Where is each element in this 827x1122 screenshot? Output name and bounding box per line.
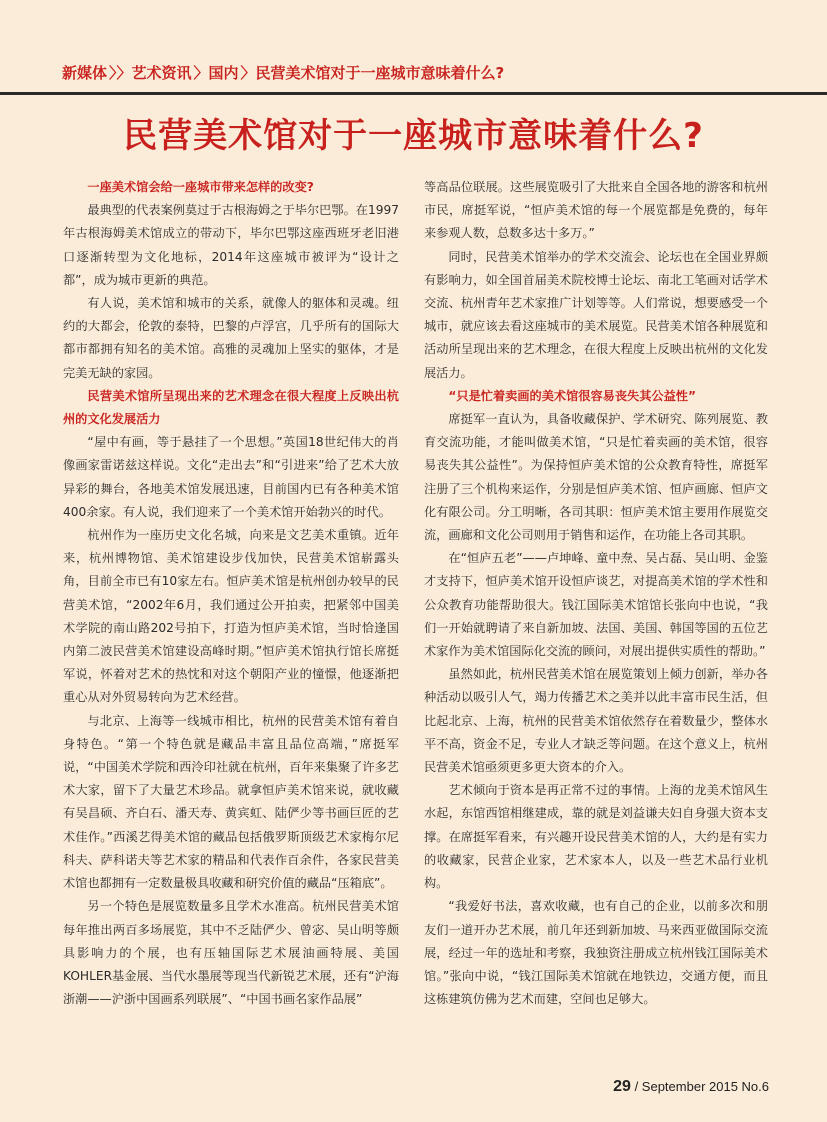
body-paragraph: 杭州作为一座历史文化名城，向来是文艺美术重镇。近年来，杭州博物馆、美术馆建设步伐加快，民营美术馆崭露头角，目前全市已有10家左右。恒庐美术馆是杭州创办较早的民营美术馆，“2002年6月，我们通过公开拍卖，把紧邻中国美术学院的南山路202号拍下，打造为恒庐美术馆，当时恰逢国内第二波民营美术馆建设高峰时期。”恒庐美术馆执行馆长席挺军说，怀着对艺术的热忱和对这个朝阳产业的憧憬，他逐渐把重心从对外贸易转向为艺术经营。: [63, 528, 399, 705]
body-paragraph: “我爱好书法，喜欢收藏，也有自己的企业，以前多次和朋友们一道开办艺术展，前几年还到新加坡、马来西亚做国际交流展，经过一年的选址和考察，我独资注册成立杭州钱江国际美术馆。”张向中说，“钱江国际美术馆就在地铁边，交通方便，而且这栋建筑仿佛为艺术而建，空间也足够大。: [424, 899, 768, 1007]
body-paragraph: “屋中有画，等于悬挂了一个思想。”英国18世纪伟大的肖像画家雷诺兹这样说。文化“走出去”和“引进来”给了艺术大放异彩的舞台，各地美术馆发展迅速，目前国内已有各种美术馆400余家。有人说，我们迎来了一个美术馆开始勃兴的时代。: [63, 435, 399, 519]
body-paragraph: 席挺军一直认为，具备收藏保护、学术研究、陈列展览、教育交流功能，才能叫做美术馆，“只是忙着卖画的美术馆，很容易丧失其公益性”。为保持恒庐美术馆的公众教育特性，席挺军注册了三个机构来运作，分别是恒庐美术馆、恒庐画廊、恒庐文化有限公司。分工明晰，各司其职：恒庐美术馆主要用作展览交流，画廊和文化公司则用于销售和运作，在功能上各司其职。: [424, 412, 768, 543]
page-footer: [613, 1078, 769, 1096]
left-column: [63, 176, 399, 1011]
page-number: 29: [613, 1078, 631, 1095]
breadcrumb-item-domestic[interactable]: 〉国内: [193, 64, 239, 82]
body-paragraph: 最典型的代表案例莫过于古根海姆之于毕尔巴鄂。在1997年古根海姆美术馆成立的带动下，毕尔巴鄂这座西班牙老旧港口逐渐转型为文化地标，2014年这座城市被评为“设计之都”，成为城市更新的典范。: [63, 203, 399, 287]
breadcrumb-item-new-media[interactable]: 新媒体: [62, 64, 108, 82]
body-paragraph: 艺术倾向于资本是再正常不过的事情。上海的龙美术馆风生水起，东馆西馆相继建成，靠的就是刘益谦夫妇自身强大资本支撑。在席挺军看来，有兴趣开设民营美术馆的人，大约是有实力的收藏家，民营企业家，艺术家本人，以及一些艺术品行业机构。: [424, 783, 768, 891]
issue-info: / September 2015 No.6: [634, 1079, 769, 1094]
header-rule: [0, 92, 827, 95]
body-paragraph: 等高品位联展。这些展览吸引了大批来自全国各地的游客和杭州市民，席挺军说，“恒庐美术馆的每一个展览都是免费的，每年来参观人数，总数多达十多万。”: [424, 180, 768, 241]
breadcrumb-item-art-news[interactable]: 〉〉艺术资讯: [109, 64, 192, 82]
body-paragraph: 虽然如此，杭州民营美术馆在展览策划上倾力创新，举办各种活动以吸引人气，竭力传播艺术之美并以此丰富市民生活，但比起北京、上海，杭州的民营美术馆依然存在着数量少，整体水平不高，资金不足，专业人才缺乏等问题。在这个意义上，杭州民营美术馆亟须更多更大资本的介入。: [424, 667, 768, 775]
breadcrumb-item-current: 〉民营美术馆对于一座城市意味着什么?: [240, 64, 505, 82]
body-paragraph: 与北京、上海等一线城市相比，杭州的民营美术馆有着自身特色。“第一个特色就是藏品丰富且品位高端，”席挺军说，“中国美术学院和西泠印社就在杭州，百年来集聚了许多艺术大家，留下了大量艺术珍品。就拿恒庐美术馆来说，就收藏有吴昌硕、齐白石、潘天寿、黄宾虹、陆俨少等书画巨匠的艺术佳作。”西溪艺得美术馆的藏品包括俄罗斯顶级艺术家梅尔尼科夫、萨科诺夫等艺术家的精品和代表作百余件，各家民营美术馆也都拥有一定数量极具收藏和研究价值的藏品“压箱底”。: [63, 713, 399, 891]
section-heading: “只是忙着卖画的美术馆很容易丧失其公益性”: [448, 388, 696, 403]
body-paragraph: 同时，民营美术馆举办的学术交流会、论坛也在全国业界颇有影响力，如全国首届美术院校博士论坛、南北工笔画对话学术交流、杭州青年艺术家推广计划等等。人们常说，想要感受一个城市，就应该去看这座城市的美术展览。民营美术馆各种展览和活动所呈现出来的艺术理念，在很大程度上反映出杭州的文化发展活力。: [424, 249, 768, 380]
article-title: 民营美术馆对于一座城市意味着什么?: [123, 116, 704, 156]
right-column: [424, 176, 768, 1011]
section-heading: 民营美术馆所呈现出来的艺术理念在很大程度上反映出杭州的文化发展活力: [63, 388, 399, 427]
body-paragraph: 另一个特色是展览数量多且学术水准高。杭州民营美术馆每年推出两百多场展览，其中不乏陆俨少、曾宓、吴山明等颇具影响力的个展，也有压轴国际艺术展油画特展、美国KOHLER基金展、当代水墨展等现当代新锐艺术展，还有“沪海浙潮——沪浙中国画系列联展”、“中国书画名家作品展”: [63, 899, 399, 1007]
body-paragraph: 有人说，美术馆和城市的关系，就像人的躯体和灵魂。纽约的大都会，伦敦的泰特，巴黎的卢浮宫，几乎所有的国际大都市都拥有知名的美术馆。高雅的灵魂加上坚实的躯体，才是完美无缺的家园。: [63, 296, 399, 380]
breadcrumb: [62, 62, 506, 83]
body-paragraph: 在“恒庐五老”——卢坤峰、童中焘、吴占磊、吴山明、金鉴才支持下，恒庐美术馆开设恒庐谈艺，对提高美术馆的学术性和公众教育功能帮助很大。钱江国际美术馆馆长张向中也说，“我们一开始就聘请了来自新加坡、法国、美国、韩国等国的五位艺术家作为美术馆国际化交流的顾问，对展出提供实质性的帮助。”: [424, 551, 768, 659]
section-heading: 一座美术馆会给一座城市带来怎样的改变?: [87, 180, 314, 194]
